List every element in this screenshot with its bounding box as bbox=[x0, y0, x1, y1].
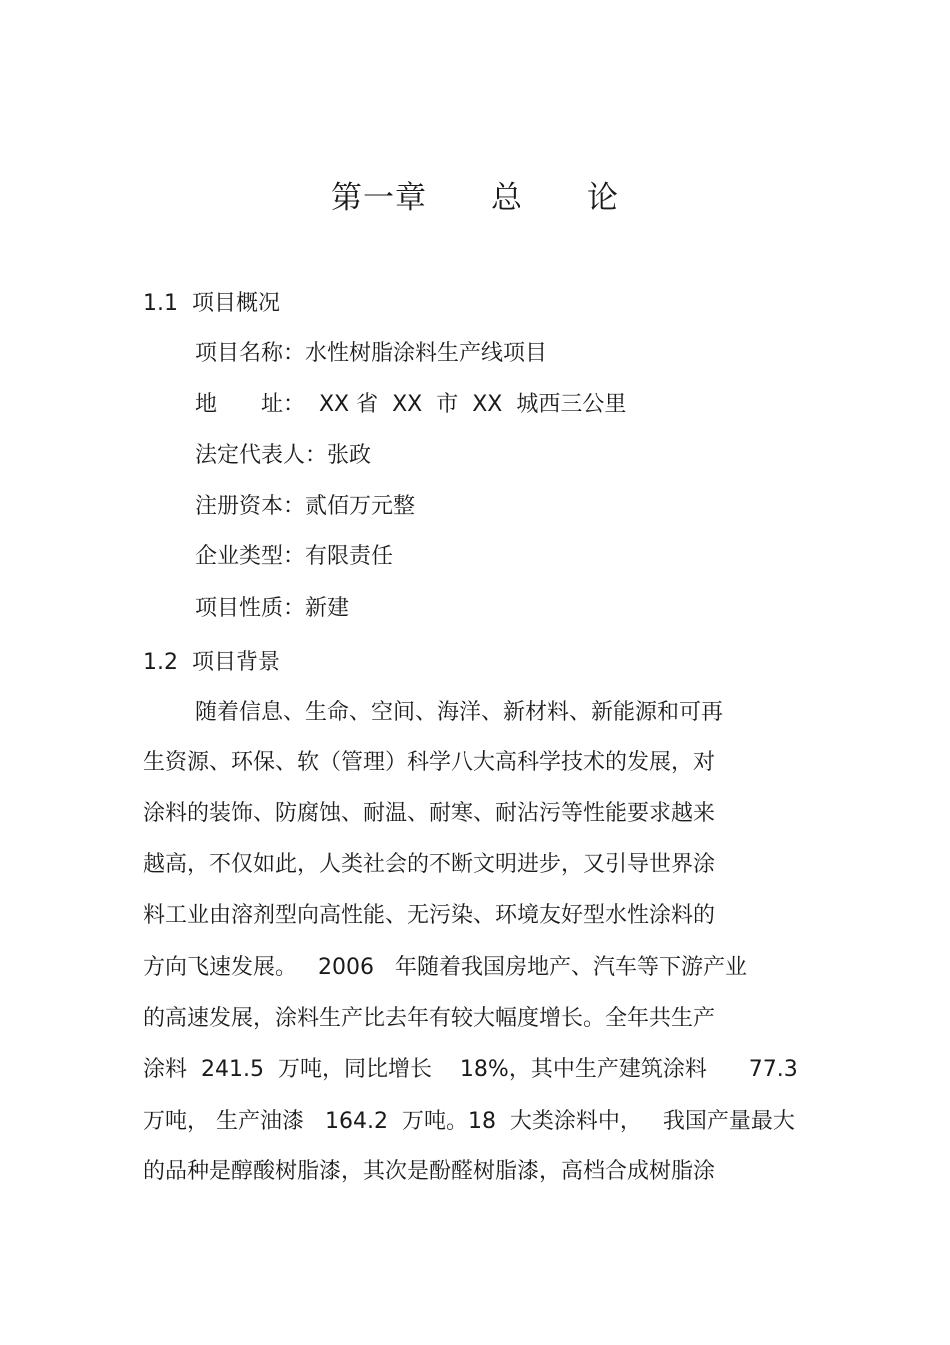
paragraph-line: 随着信息、生命、空间、海洋、新材料、新能源和可再 bbox=[195, 700, 724, 725]
paragraph-line: 方向飞速发展。 2006 年随着我国房地产、汽车等下游产业 bbox=[143, 955, 747, 980]
paragraph-line: 生资源、环保、软（管理）科学八大高科学技术的发展，对 bbox=[143, 750, 716, 775]
paragraph-line: 越高，不仅如此，人类社会的不断文明进步，又引导世界涂 bbox=[143, 852, 716, 877]
chapter-title: 第一章 总 论 bbox=[331, 180, 619, 216]
paragraph-line: 涂料 241.5 万吨，同比增长 18%，其中生产建筑涂料 77.3 bbox=[143, 1057, 798, 1082]
paragraph-line: 料工业由溶剂型向高性能、无污染、环境友好型水性涂料的 bbox=[143, 903, 716, 928]
address-row: 地 址： XX 省 XX 市 XX 城西三公里 bbox=[195, 392, 627, 417]
section-heading-1-1: 1.1 项目概况 bbox=[143, 291, 280, 316]
section-heading-1-2: 1.2 项目背景 bbox=[143, 650, 280, 675]
project-nature-row: 项目性质：新建 bbox=[195, 596, 350, 621]
paragraph-line: 的高速发展，涂料生产比去年有较大幅度增长。全年共生产 bbox=[143, 1006, 716, 1031]
paragraph-line: 涂料的装饰、防腐蚀、耐温、耐寒、耐沾污等性能要求越来 bbox=[143, 801, 716, 826]
project-name-row: 项目名称：水性树脂涂料生产线项目 bbox=[195, 341, 548, 366]
enterprise-type-row: 企业类型：有限责任 bbox=[195, 544, 394, 569]
registered-capital-row: 注册资本：贰佰万元整 bbox=[195, 494, 416, 519]
paragraph-line: 万吨， 生产油漆 164.2 万吨。18 大类涂料中， 我国产量最大 bbox=[143, 1109, 795, 1134]
paragraph-line: 的品种是醇酸树脂漆，其次是酚醛树脂漆，高档合成树脂涂 bbox=[143, 1159, 716, 1184]
legal-representative-row: 法定代表人：张政 bbox=[195, 443, 372, 468]
